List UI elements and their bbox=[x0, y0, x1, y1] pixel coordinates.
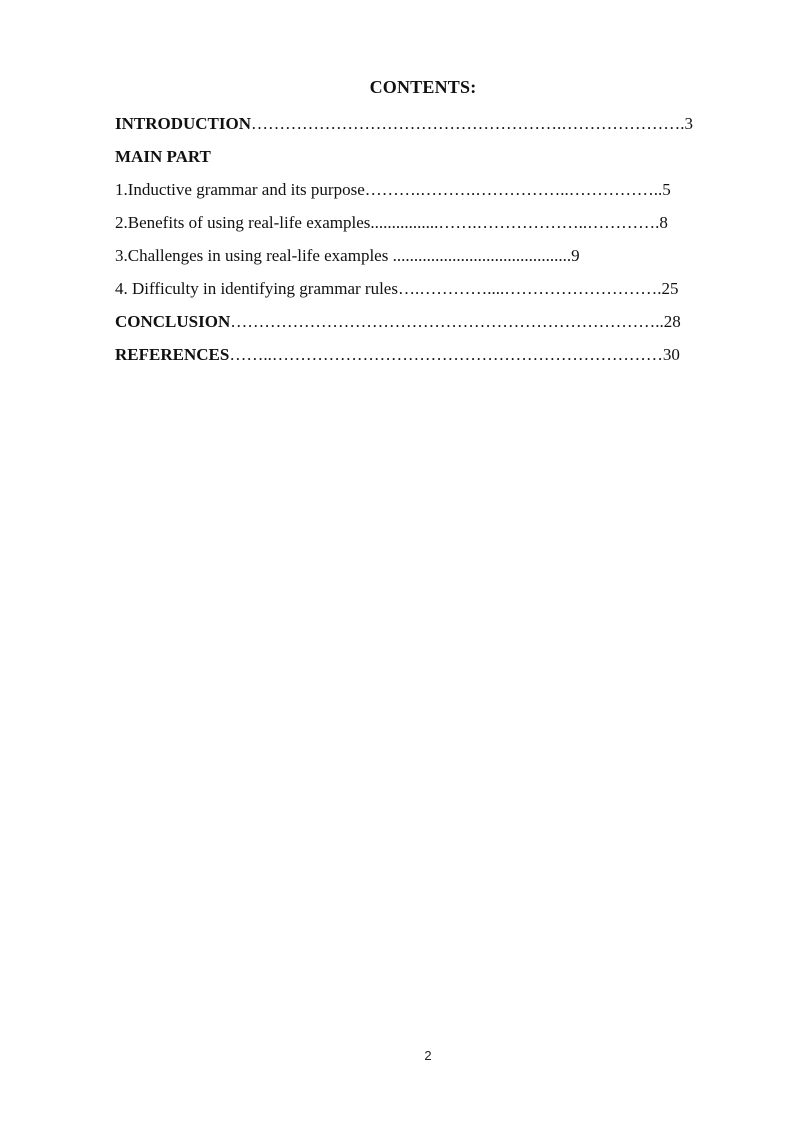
page-number: 2 bbox=[424, 1048, 432, 1063]
toc-entry-text: 4. Difficulty in identifying grammar rules bbox=[115, 279, 398, 298]
toc-page-number: 9 bbox=[571, 246, 580, 265]
toc-leader: ….…………....………………………. bbox=[397, 279, 662, 298]
toc-entry-introduction[interactable] bbox=[115, 107, 755, 140]
toc-entry-text: MAIN PART bbox=[115, 147, 211, 166]
toc-entry-text: CONCLUSION bbox=[115, 312, 231, 331]
toc-page-number: 3 bbox=[684, 114, 694, 133]
toc-leader: ……………………………………………….…………………. bbox=[251, 114, 685, 133]
toc-leader: ……..…………………………………………………………… bbox=[229, 345, 663, 364]
toc-page-number: 30 bbox=[662, 345, 680, 364]
toc-entry-inductive-grammar[interactable] bbox=[115, 173, 755, 206]
toc-leader: .......................................... bbox=[392, 246, 572, 265]
toc-entry-text: 2.Benefits of using real-life examples bbox=[115, 213, 371, 232]
toc-page-number: 28 bbox=[663, 312, 681, 331]
toc-entry-text: 3.Challenges in using real-life examples bbox=[115, 246, 393, 265]
toc-leader: ……….……….……………..…………….. bbox=[364, 180, 663, 199]
toc-entry-challenges[interactable] bbox=[115, 239, 755, 272]
toc-entry-text: REFERENCES bbox=[115, 345, 230, 364]
toc-page-number: 25 bbox=[661, 279, 679, 298]
toc-entry-text: 1.Inductive grammar and its purpose bbox=[115, 180, 365, 199]
table-of-contents bbox=[115, 107, 755, 371]
toc-entry-references[interactable] bbox=[115, 338, 755, 371]
toc-entry-conclusion[interactable] bbox=[115, 305, 755, 338]
toc-leader: ………………………………………………………………….. bbox=[230, 312, 664, 331]
toc-entry-benefits[interactable] bbox=[115, 206, 755, 239]
toc-entry-text: INTRODUCTION bbox=[115, 114, 252, 133]
toc-entry-difficulty[interactable] bbox=[115, 272, 755, 305]
toc-page-number: 5 bbox=[662, 180, 671, 199]
toc-page-number: 8 bbox=[659, 213, 668, 232]
toc-leader: ................…….………………..…………. bbox=[370, 213, 660, 232]
contents-title: CONTENTS: bbox=[369, 77, 477, 97]
toc-section-main-part bbox=[115, 140, 755, 173]
